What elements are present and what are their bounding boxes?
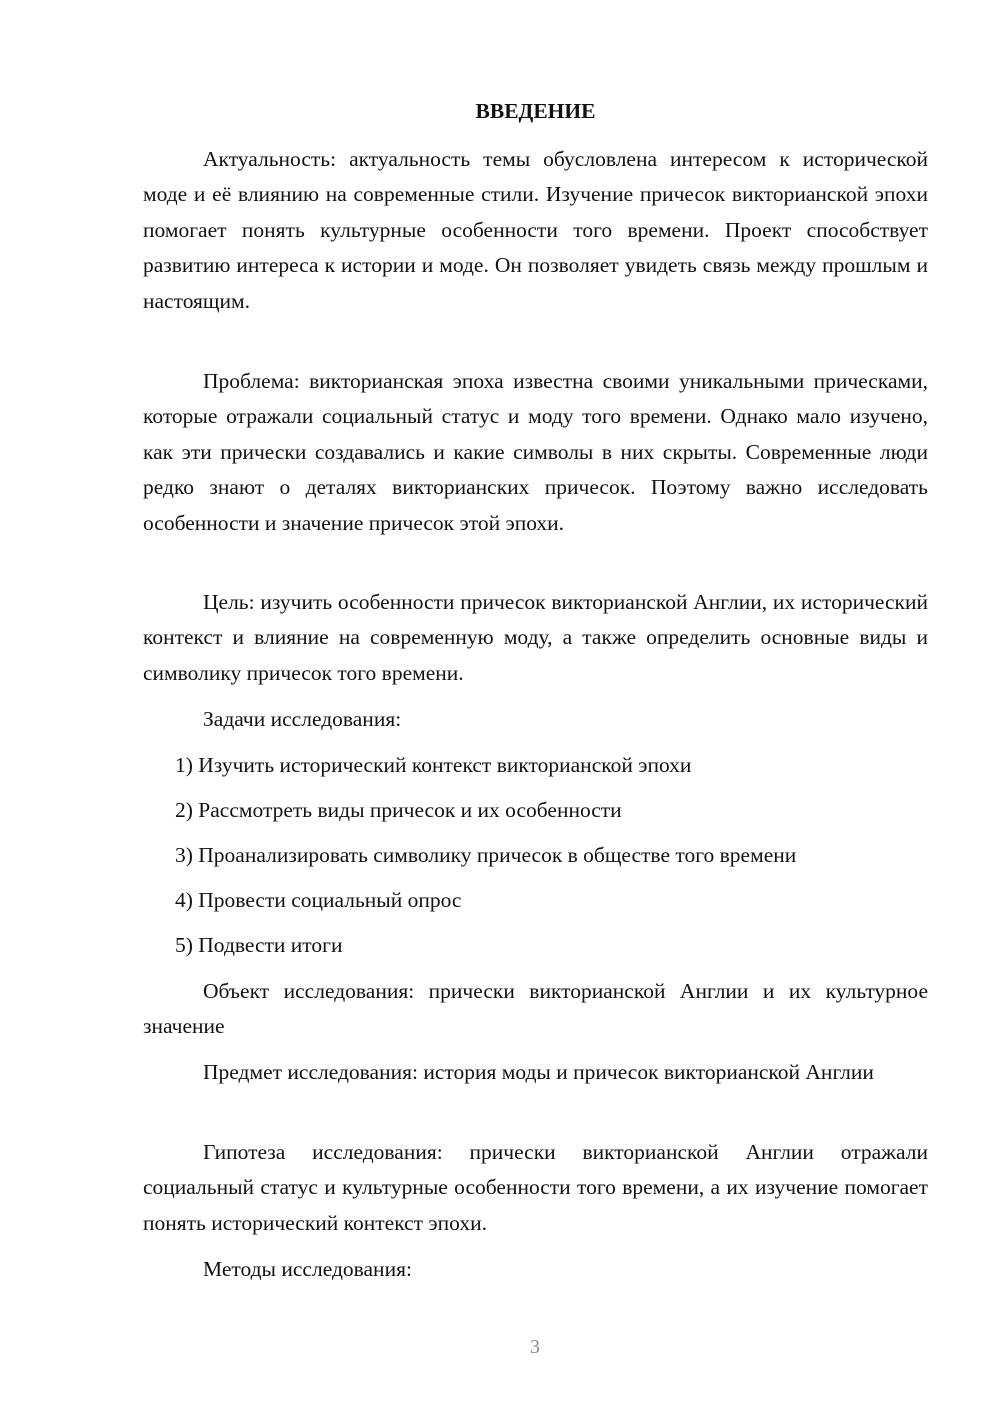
task-item-1: 1) Изучить исторический контекст викторианской эпохи [175, 753, 692, 777]
task-item-3: 3) Проанализировать символику причесок в обществе того времени [175, 843, 797, 867]
section-heading: ВВЕДЕНИЕ [475, 99, 596, 123]
goal-paragraph: Цель: изучить особенности причесок викторианской Англии, их исторический контекст и влияние на современную моду, а также определить основные виды и символику причесок того времени. [143, 590, 928, 685]
task-item-5: 5) Подвести итоги [175, 933, 343, 957]
hypothesis-paragraph: Гипотеза исследования: прически викторианской Англии отражали социальный статус и культурные особенности того времени, а их изучение помогает понять исторический контекст эпохи. [143, 1140, 928, 1235]
object-paragraph: Объект исследования: прически викторианской Англии и их культурное значение [143, 979, 928, 1039]
methods-title: Методы исследования: [203, 1257, 412, 1281]
task-item-2: 2) Рассмотреть виды причесок и их особенности [175, 798, 622, 822]
tasks-title: Задачи исследования: [203, 707, 402, 731]
page-number: 3 [530, 1336, 540, 1358]
problem-paragraph: Проблема: викторианская эпоха известна своими уникальными прическами, которые отражали социальный статус и моду того времени. Однако мало изучено, как эти прически создавались и какие символы в них скрыты. Современные люди редко знают о деталях викторианских причесок. Поэтому важно исследовать особенности и значение причесок этой эпохи. [143, 369, 928, 535]
subject-paragraph: Предмет исследования: история моды и причесок викторианской Англии [203, 1060, 874, 1084]
relevance-paragraph: Актуальность: актуальность темы обусловлена интересом к исторической моде и её влиянию на современные стили. Изучение причесок викторианской эпохи помогает понять культурные особенности того времени. Проект способствует развитию интереса к истории и моде. Он позволяет увидеть связь между прошлым и настоящим. [143, 147, 928, 313]
task-item-4: 4) Провести социальный опрос [175, 888, 462, 912]
